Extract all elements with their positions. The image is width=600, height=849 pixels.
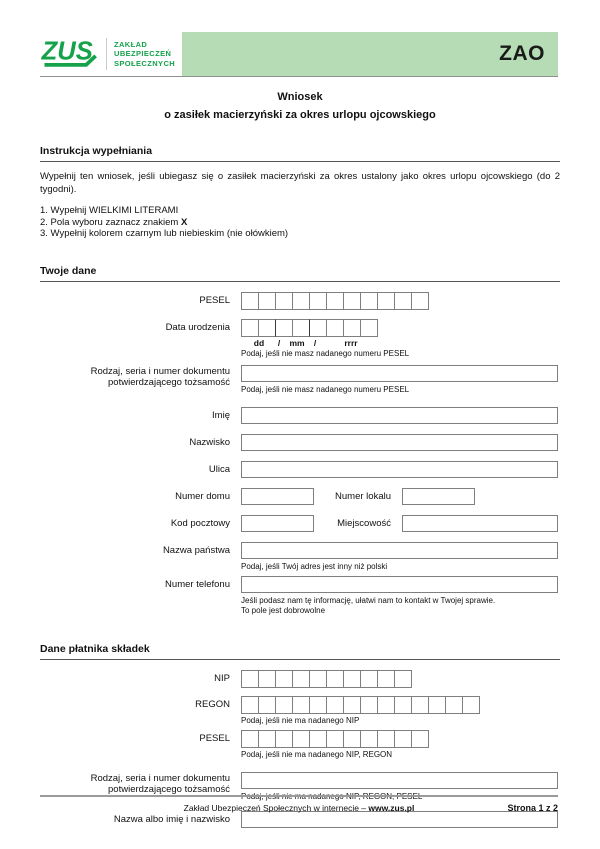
street-label: Ulica <box>208 463 230 475</box>
instructions-intro: Wypełnij ten wniosek, jeśli ubiegasz się o zasiłek macierzyński za okres ustalony jako okres urlopu ojcowskiego (do 2 tygodni). <box>40 171 560 195</box>
comb-cell[interactable] <box>343 670 361 688</box>
field-row-first-name <box>40 407 560 424</box>
payer-pesel-hint: Podaj, jeśli nie ma nadanego NIP, REGON <box>241 749 393 759</box>
form-content <box>40 145 560 828</box>
postal-code-label: Kod pocztowy <box>170 517 230 529</box>
field-row-phone <box>40 576 560 616</box>
footer-text: Zakład Ubezpieczeń Społecznych w internecie – www.zus.pl <box>183 803 415 813</box>
identity-document-hint: Podaj, jeśli nie masz nadanego numeru PESEL <box>241 384 410 394</box>
page-title-line1: Wniosek <box>277 91 323 103</box>
instructions-heading: Instrukcja wypełniania <box>40 145 560 162</box>
city-label: Miejscowość <box>337 517 391 529</box>
comb-cell[interactable] <box>343 730 361 748</box>
comb-cell[interactable] <box>309 670 327 688</box>
field-row-postal-city <box>40 515 560 532</box>
payer-regon-label: REGON <box>195 698 230 710</box>
house-number-label: Numer domu <box>175 490 230 502</box>
comb-cell[interactable] <box>428 696 446 714</box>
phone-label: Numer telefonu <box>165 578 230 590</box>
page-footer <box>40 795 558 813</box>
comb-cell[interactable] <box>394 696 412 714</box>
page-title-line2: o zasiłek macierzyński za okres urlopu ojcowskiego <box>164 109 436 121</box>
comb-cell[interactable] <box>360 730 378 748</box>
date-format-labels: dd / mm / rrrr <box>253 337 358 348</box>
comb-cell[interactable] <box>343 696 361 714</box>
field-row-payer-name <box>40 811 560 828</box>
city-input[interactable] <box>402 515 558 532</box>
comb-cell[interactable] <box>411 730 429 748</box>
comb-cell[interactable] <box>241 696 259 714</box>
field-row-last-name <box>40 434 560 451</box>
house-number-input[interactable] <box>241 488 314 505</box>
comb-cell[interactable] <box>275 696 293 714</box>
form-header <box>40 32 558 77</box>
payer-nip-input[interactable] <box>241 670 560 688</box>
comb-cell[interactable] <box>394 292 412 310</box>
comb-cell[interactable] <box>377 670 395 688</box>
field-row-street <box>40 461 560 478</box>
field-row-pesel <box>40 292 560 310</box>
pesel-label: PESEL <box>199 294 230 306</box>
field-row-payer-regon <box>40 696 560 726</box>
comb-cell[interactable] <box>309 730 327 748</box>
field-row-payer-nip <box>40 670 560 688</box>
comb-cell[interactable] <box>309 292 327 310</box>
country-label: Nazwa państwa <box>162 544 230 556</box>
comb-cell[interactable] <box>275 319 293 337</box>
payer-data-heading: Dane płatnika składek <box>40 643 560 660</box>
comb-cell[interactable] <box>411 696 429 714</box>
comb-cell[interactable] <box>292 319 310 337</box>
comb-cell[interactable] <box>258 730 276 748</box>
comb-cell[interactable] <box>326 670 344 688</box>
birth-date-label: Data urodzenia <box>165 321 230 333</box>
zus-logo <box>40 32 182 76</box>
comb-cell[interactable] <box>411 292 429 310</box>
comb-cell[interactable] <box>258 670 276 688</box>
comb-cell[interactable] <box>241 319 259 337</box>
comb-cell[interactable] <box>292 670 310 688</box>
svg-text:ZUS: ZUS <box>41 37 93 66</box>
birth-date-input[interactable] <box>241 319 560 337</box>
comb-cell[interactable] <box>377 730 395 748</box>
instructions-list <box>40 205 560 240</box>
field-row-birth-date <box>40 319 560 359</box>
comb-cell[interactable] <box>292 696 310 714</box>
postal-code-input[interactable] <box>241 515 314 532</box>
comb-cell[interactable] <box>241 730 259 748</box>
comb-cell[interactable] <box>326 292 344 310</box>
zus-logo-text: ZAKŁAD UBEZPIECZEŃ SPOŁECZNYCH <box>114 39 176 68</box>
footer-link[interactable]: www.zus.pl <box>368 803 415 813</box>
comb-cell[interactable] <box>445 696 463 714</box>
apartment-number-label: Numer lokalu <box>335 490 391 502</box>
payer-identity-document-input[interactable] <box>241 772 558 789</box>
comb-cell[interactable] <box>343 319 361 337</box>
payer-regon-hint: Podaj, jeśli nie ma nadanego NIP <box>241 715 360 725</box>
form-code-banner <box>182 32 558 76</box>
payer-identity-document-hint: Podaj, jeśli nie ma nadanego NIP, REGON, PESEL <box>241 791 423 801</box>
phone-hint: Jeśli podasz nam tę informację, ułatwi nam to kontakt w Twojej sprawie. To pole jest dobrowolne <box>241 595 496 615</box>
comb-cell[interactable] <box>258 696 276 714</box>
comb-cell[interactable] <box>292 292 310 310</box>
comb-cell[interactable] <box>292 730 310 748</box>
phone-input[interactable] <box>241 576 558 593</box>
instruction-item-2: 2. Pola wyboru zaznacz znakiem X <box>40 216 188 228</box>
comb-cell[interactable] <box>275 730 293 748</box>
identity-document-input[interactable] <box>241 365 558 382</box>
payer-identity-document-label: Rodzaj, seria i numer dokumentu potwierdzającego tożsamość <box>90 772 230 795</box>
form-code: ZAO <box>499 42 545 65</box>
field-row-house-apartment <box>40 488 560 505</box>
comb-cell[interactable] <box>462 696 480 714</box>
your-data-heading: Twoje dane <box>40 265 560 282</box>
comb-cell[interactable] <box>258 292 276 310</box>
field-row-payer-pesel <box>40 730 560 760</box>
payer-regon-input[interactable] <box>241 696 560 714</box>
zus-logo-icon <box>41 36 101 72</box>
last-name-input[interactable] <box>241 434 558 451</box>
logo-divider <box>106 38 107 70</box>
instruction-item-1: 1. Wypełnij WIELKIMI LITERAMI <box>40 205 179 216</box>
payer-name-label: Nazwa albo imię i nazwisko <box>113 813 230 825</box>
comb-cell[interactable] <box>394 730 412 748</box>
comb-cell[interactable] <box>360 670 378 688</box>
first-name-label: Imię <box>212 409 230 421</box>
page-indicator: Strona 1 z 2 <box>507 803 558 813</box>
last-name-label: Nazwisko <box>189 436 230 448</box>
comb-cell[interactable] <box>394 670 412 688</box>
payer-pesel-label: PESEL <box>199 732 230 744</box>
comb-cell[interactable] <box>326 319 344 337</box>
comb-cell[interactable] <box>309 696 327 714</box>
identity-document-label: Rodzaj, seria i numer dokumentu potwierdzającego tożsamość <box>90 365 230 388</box>
comb-cell[interactable] <box>360 319 378 337</box>
comb-cell[interactable] <box>326 696 344 714</box>
comb-cell[interactable] <box>377 696 395 714</box>
comb-cell[interactable] <box>275 292 293 310</box>
pesel-input[interactable] <box>241 292 560 310</box>
payer-pesel-input[interactable] <box>241 730 560 748</box>
country-input[interactable] <box>241 542 558 559</box>
payer-name-input[interactable] <box>241 811 558 828</box>
comb-cell[interactable] <box>275 670 293 688</box>
page-title <box>0 88 600 124</box>
country-hint: Podaj, jeśli Twój adres jest inny niż polski <box>241 561 388 571</box>
comb-cell[interactable] <box>360 292 378 310</box>
birth-date-hint: Podaj, jeśli nie masz nadanego numeru PESEL <box>241 348 410 358</box>
comb-cell[interactable] <box>258 319 276 337</box>
field-row-identity-document <box>40 365 560 395</box>
first-name-input[interactable] <box>241 407 558 424</box>
street-input[interactable] <box>241 461 558 478</box>
field-row-country <box>40 542 560 572</box>
instruction-item-3: 3. Wypełnij kolorem czarnym lub niebieskim (nie ołówkiem) <box>40 228 289 239</box>
payer-nip-label: NIP <box>214 672 230 684</box>
comb-cell[interactable] <box>343 292 361 310</box>
comb-cell[interactable] <box>326 730 344 748</box>
comb-cell[interactable] <box>309 319 327 337</box>
apartment-number-input[interactable] <box>402 488 475 505</box>
comb-cell[interactable] <box>241 292 259 310</box>
comb-cell[interactable] <box>360 696 378 714</box>
comb-cell[interactable] <box>241 670 259 688</box>
comb-cell[interactable] <box>377 292 395 310</box>
